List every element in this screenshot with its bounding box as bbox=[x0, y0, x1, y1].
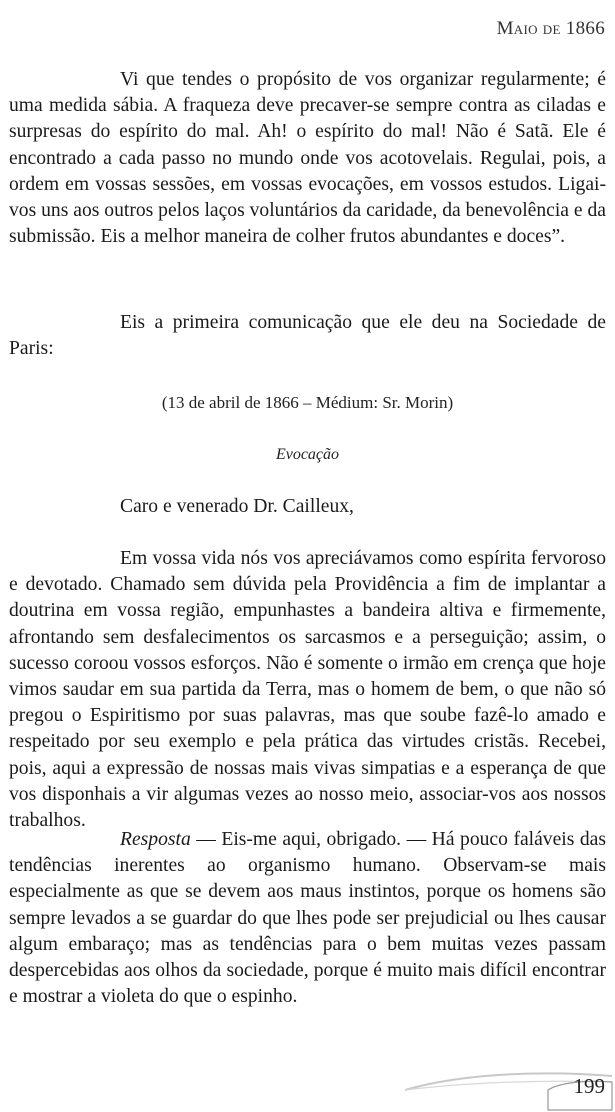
running-header: Maio de 1866 bbox=[496, 18, 605, 39]
response-text: — Eis-me aqui, obrigado. — Há pouco faláveis das tendências inerentes ao organismo humano. Observam-se mais especialmente as que se devem aos maus instintos, porque os homens são sempre levados a se guardar do que lhes pode ser prejudicial ou lhes causar algum embaraço; mas as tendências para o bem muitas vezes passam despercebidas aos olhos da sociedade, porque é muito mais difícil encontrar e mostrar a violeta do que o espinho. bbox=[9, 829, 606, 1008]
page-number: 199 bbox=[573, 1074, 605, 1098]
paragraph-2: Eis a primeira comunicação que ele deu na Sociedade de Paris: bbox=[9, 312, 606, 360]
date-line: (13 de abril de 1866 – Médium: Sr. Morin) bbox=[161, 393, 454, 412]
paragraph-3: Em vossa vida nós vos apreciávamos como espírita fervoroso e devotado. Chamado sem dúvida pela Providência a fim de implantar a doutrina em vossa região, empunhastes a bandeira altiva e firmemente, afrontando sem desfalecimentos os sarcasmos e a perseguição; assim, o sucesso coroou vossos esforços. Não é somente o irmão em crença que hoje vimos saudar em sua partida da Terra, mas o homem de bem, o que não só pregou o Espiritismo por suas palavras, mas que soube fazê-lo amado e respeitado por seu exemplo e pela prática das virtudes cristãs. Recebei, pois, aqui a expressão de nossas mais vivas simpatias e a esperança de que vos disponhais a vir algumas vezes ao nosso meio, associar-vos aos nossos trabalhos. bbox=[9, 548, 606, 832]
paragraph-4 bbox=[9, 827, 606, 1010]
salutation: Caro e venerado Dr. Cailleux, bbox=[120, 496, 354, 517]
response-label: Resposta bbox=[120, 829, 191, 850]
footer-swoosh-ornament bbox=[0, 1060, 615, 1112]
section-heading: Evocação bbox=[275, 446, 340, 463]
paragraph-1: Vi que tendes o propósito de vos organizar regularmente; é uma medida sábia. A fraqueza deve precaver-se sempre contra as ciladas e surpresas do espírito do mal. Ah! o espírito do mal! Não é Satã. Ele é encontrado a cada passo no mundo onde vos acotovelais. Regulai, pois, a ordem em vossas sessões, em vossas evocações, em vossos estudos. Ligai-vos uns aos outros pelos laços voluntários da caridade, da benevolência e da submissão. Eis a melhor maneira de colher frutos abundantes e doces”. bbox=[9, 69, 606, 248]
